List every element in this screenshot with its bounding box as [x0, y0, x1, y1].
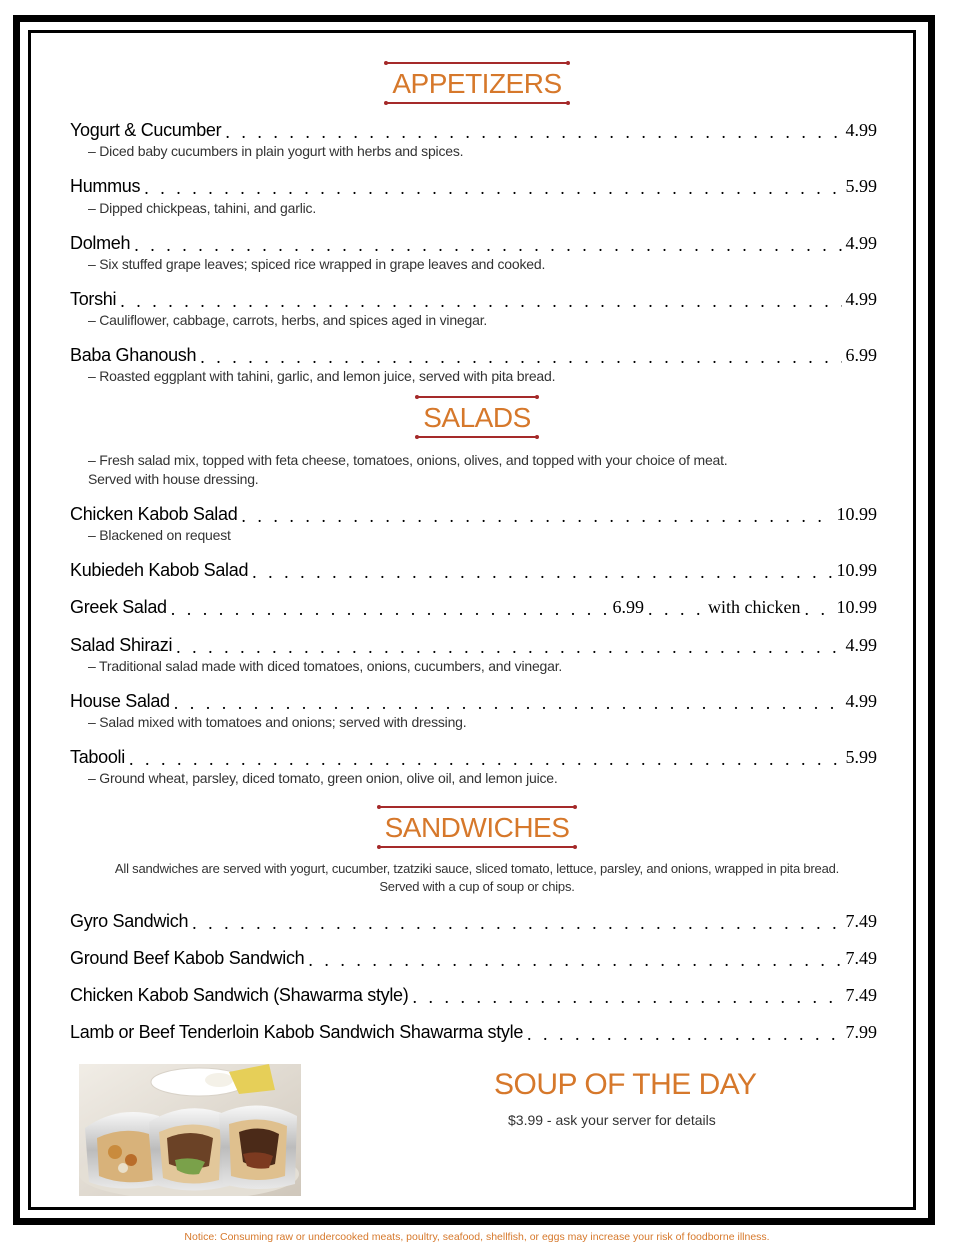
menu-item-chicken-kabob-sandwich [70, 984, 877, 1006]
item-name: Yogurt & Cucumber [70, 120, 222, 140]
menu-item-ground-beef-kabob-sandwich [70, 947, 877, 969]
item-price: 6.99 [845, 345, 877, 365]
item-price: 10.99 [836, 504, 877, 524]
gyro-sandwich-photo [79, 1064, 301, 1196]
item-extra-price: 10.99 [836, 597, 877, 617]
item-price: 4.99 [845, 120, 877, 140]
menu-item-hummus [70, 175, 877, 197]
item-name: Lamb or Beef Tenderloin Kabob Sandwich Shawarma style [70, 1022, 524, 1042]
item-price: 5.99 [845, 747, 877, 767]
sandwiches-heading-text: SANDWICHES [384, 812, 570, 843]
menu-item-tabooli [70, 746, 877, 768]
sandwiches-heading [379, 806, 576, 848]
soup-of-the-day-detail: $3.99 - ask your server for details [508, 1112, 716, 1128]
item-description: – Dipped chickpeas, tahini, and garlic. [88, 200, 317, 216]
item-name: Tabooli [70, 747, 125, 767]
item-name: Hummus [70, 176, 141, 196]
leader-dots [412, 988, 841, 1006]
item-price: 10.99 [836, 560, 877, 580]
item-price: 5.99 [845, 176, 877, 196]
leader-dots [171, 600, 609, 618]
menu-item-salad-shirazi [70, 634, 877, 656]
leader-dots [225, 123, 841, 141]
leader-dots [648, 600, 704, 618]
item-name: Torshi [70, 289, 117, 309]
salads-section-header [0, 396, 954, 438]
item-name: Chicken Kabob Sandwich (Shawarma style) [70, 985, 409, 1005]
item-description: – Six stuffed grape leaves; spiced rice wrapped in grape leaves and cooked. [88, 256, 546, 272]
item-name: Gyro Sandwich [70, 911, 189, 931]
item-name: House Salad [70, 691, 170, 711]
leader-dots [176, 638, 841, 656]
sandwiches-intro-line-2: Served with a cup of soup or chips. [379, 879, 575, 894]
item-name: Ground Beef Kabob Sandwich [70, 948, 305, 968]
leader-dots [241, 507, 832, 525]
item-price: 4.99 [845, 289, 877, 309]
item-description: – Diced baby cucumbers in plain yogurt with herbs and spices. [88, 143, 464, 159]
sandwiches-section-header [0, 806, 954, 848]
item-name: Kubiedeh Kabob Salad [70, 560, 249, 580]
menu-item-dolmeh [70, 232, 877, 254]
menu-item-greek-salad [70, 596, 877, 618]
leader-dots [200, 348, 841, 366]
item-name: Greek Salad [70, 597, 167, 617]
salads-intro-line-1: – Fresh salad mix, topped with feta cheese, tomatoes, onions, olives, and topped with your choice of meat. [88, 452, 728, 468]
item-description: – Salad mixed with tomatoes and onions; served with dressing. [88, 714, 467, 730]
item-name: Dolmeh [70, 233, 131, 253]
item-price: 4.99 [845, 233, 877, 253]
leader-dots [120, 292, 841, 310]
menu-item-torshi [70, 288, 877, 310]
item-description: – Ground wheat, parsley, diced tomato, green onion, olive oil, and lemon juice. [88, 770, 558, 786]
item-price: 7.49 [845, 985, 877, 1005]
item-price: 7.99 [845, 1022, 877, 1042]
item-description: – Roasted eggplant with tahini, garlic, and lemon juice, served with pita bread. [88, 368, 556, 384]
menu-item-gyro-sandwich [70, 910, 877, 932]
sandwiches-intro-line-1: All sandwiches are served with yogurt, cucumber, tzatziki sauce, sliced tomato, lettuce, parsley, and onions, wrapped in pita bread. [114, 861, 840, 876]
leader-dots [527, 1025, 841, 1043]
appetizers-heading-text: APPETIZERS [392, 68, 562, 99]
appetizers-heading [386, 62, 567, 104]
item-description: – Blackened on request [88, 527, 231, 543]
menu-item-chicken-kabob-salad [70, 503, 877, 525]
leader-dots [192, 914, 841, 932]
appetizers-section-header [0, 62, 954, 104]
item-price: 4.99 [845, 635, 877, 655]
item-price: 7.49 [845, 911, 877, 931]
salads-heading-text: SALADS [423, 402, 531, 433]
item-price: 4.99 [845, 691, 877, 711]
salads-intro-line-2: Served with house dressing. [88, 471, 259, 487]
menu-item-lamb-beef-tenderloin-sandwich [70, 1021, 877, 1043]
menu-item-kubiedeh-kabob-salad [70, 559, 877, 581]
salads-heading [417, 396, 537, 438]
item-name: Chicken Kabob Salad [70, 504, 238, 524]
item-price: 6.99 [612, 597, 645, 617]
leader-dots [129, 750, 842, 768]
item-name: Baba Ghanoush [70, 345, 197, 365]
item-description: – Traditional salad made with diced tomatoes, onions, cucumbers, and vinegar. [88, 658, 563, 674]
item-extra-label: with chicken [708, 597, 801, 617]
menu-item-baba-ghanoush [70, 344, 877, 366]
menu-item-house-salad [70, 690, 877, 712]
leader-dots [174, 694, 842, 712]
item-description: – Cauliflower, cabbage, carrots, herbs, and spices aged in vinegar. [88, 312, 488, 328]
leader-dots [144, 179, 841, 197]
leader-dots [805, 600, 833, 618]
foodborne-illness-notice: Notice: Consuming raw or undercooked meats, poultry, seafood, shellfish, or eggs may increase your risk of foodborne illness. [184, 1231, 770, 1243]
item-name: Salad Shirazi [70, 635, 173, 655]
item-price: 7.49 [845, 948, 877, 968]
leader-dots [308, 951, 841, 969]
leader-dots [134, 236, 841, 254]
leader-dots [252, 563, 832, 581]
soup-of-the-day-heading: SOUP OF THE DAY [494, 1068, 757, 1101]
menu-item-yogurt-cucumber [70, 119, 877, 141]
